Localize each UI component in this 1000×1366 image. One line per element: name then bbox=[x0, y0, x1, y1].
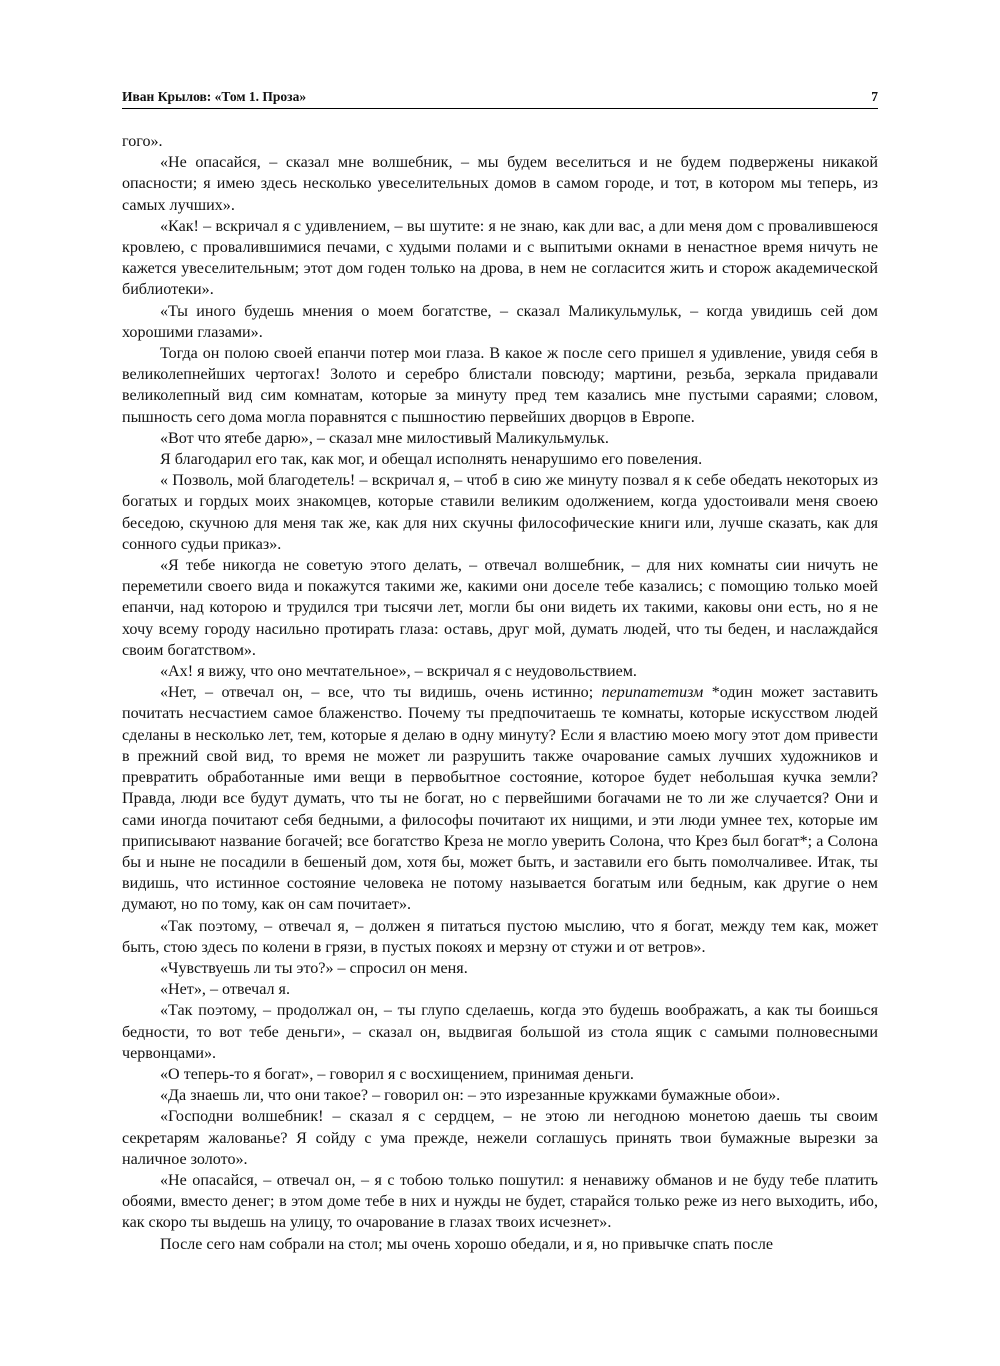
paragraph: «Я тебе никогда не советую этого делать, – отвечал волшебник, – для них комнаты сии ничуть не переметили своего вида и покажутся такими же, какими они доселе тебе казались; с помощию только моей епанчи, над которою и трудился три тысячи лет, могли бы они видеть их такими, каковы они есть, но я не хочу всему городу насильно протирать глаза: оставь, друг мой, думать людей, что ты беден, и наслаждайся своим богатством». bbox=[122, 557, 878, 659]
paragraph: Я благодарил его так, как мог, и обещал исполнять ненарушимо его повеления. bbox=[160, 451, 703, 469]
paragraph: «Господни волшебник! – сказал я с сердцем, – не этою ли негодною монетою даешь ты своим секретарям жалованье? Я сойду с ума прежде, нежели соглашусь принять твои бумажные вырезки за наличное золото». bbox=[122, 1108, 878, 1168]
paragraph: «Ах! я вижу, что оно мечтательное», – вскричал я с неудовольствием. bbox=[160, 663, 637, 681]
book-title: Иван Крылов: «Том 1. Проза» bbox=[122, 89, 307, 104]
paragraph: «Не опасайся, – отвечал он, – я с тобою только пошутил: я ненавижу обманов и не буду тебе платить обоями, вместо денег; в этом доме тебе в них и нужды не будет, старайся только реже из него выходить, ибо, как скоро ты выдешь на улицу, то очарование в глазах твоих исчезнет». bbox=[122, 1171, 878, 1232]
paragraph: «Чувствуешь ли ты это?» – спросил он меня. bbox=[160, 959, 468, 977]
body-text bbox=[122, 131, 878, 1255]
paragraph: «Так поэтому, – продолжал он, – ты глупо сделаешь, когда это будешь воображать, а как ты боишься бедности, то вот тебе деньги», – сказал он, выдвигая большой из стола ящик с самыми полновесными червонцами». bbox=[122, 1002, 878, 1062]
paragraph: После сего нам собрали на стол; мы очень хорошо обедали, и я, но привычке спать после bbox=[160, 1235, 774, 1253]
paragraph-text: «Нет, – отвечал он, – все, что ты видишь, очень истинно; bbox=[160, 684, 602, 702]
paragraph: «Так поэтому, – отвечал я, – должен я питаться пустою мыслию, что я богат, между тем как, может быть, стою здесь по колени в грязи, в пустых покоях и мерзну от стужи и от ветров». bbox=[122, 917, 878, 956]
paragraph: «Нет», – отвечал я. bbox=[160, 981, 290, 999]
paragraph: «Не опасайся, – сказал мне волшебник, – мы будем веселиться и не будем подвержены никакой опасности; я имею здесь несколько увеселительных домов в самом городе, и тот, в котором мы теперь, из самых лучших». bbox=[122, 154, 878, 214]
paragraph: «Ты иного будешь мнения о моем богатстве, – сказал Маликульмульк, – когда увидишь сей дом хорошими глазами». bbox=[122, 302, 878, 341]
paragraph-text: *один может заставить почитать несчастием самое блаженство. Почему ты предпочитаешь те комнаты, которые искусством людей сделаны в несколько лет, тем, которые я делаю в одну минуту? Если я властию моею могу этот дом привести в прежний свой вид, то время не может ли разрушить также очарование самых лучших художников и превратить обработанные ими вещи в первобытное состояние, которое будет небольшая кучка земли? Правда, люди все будут думать, что ты не богат, но с первейшими богачами не то ли же случается? Они и сами иногда почитают себя бедными, а философы почитают их нищими, и эти люди умнее тех, которые им приписывают название богачей; все богатство Креза не могло уверить Солона, что Крез был богат*; а Солона бы и ныне не посадили в бешеный дом, хотя бы, может быть, и заставили его быть помолчаливее. Итак, ты видишь, что истинное состояние человека не потому называется богатым или бедным, как другие о нем думают, но по тому, как он сам почитает». bbox=[122, 684, 878, 914]
paragraph bbox=[122, 682, 878, 915]
paragraph: «Вот что ятебе дарю», – сказал мне милостивый Маликульмульк. bbox=[160, 429, 609, 447]
paragraph: «Да знаешь ли, что они такое? – говорил он: – это изрезанные кружками бумажные обои». bbox=[160, 1087, 781, 1105]
paragraph: «О теперь-то я богат», – говорил я с восхищением, принимая деньги. bbox=[160, 1065, 634, 1083]
italic-term: перипатетизм bbox=[601, 684, 704, 702]
paragraph: гого». bbox=[122, 133, 163, 150]
running-header bbox=[122, 88, 878, 109]
paragraph: « Позволь, мой благодетель! – вскричал я, – чтоб в сию же минуту позвал я к себе обедать некоторых из богатых и гордых моих знакомцев, которые ставили великим одолжением, когда удостоивали меня своею беседою, скучною для меня так же, как для них скучны философические книги или, лучше сказать, как для сонного судьи приказ». bbox=[122, 472, 878, 553]
paragraph: «Как! – вскричал я с удивлением, – вы шутите: я не знаю, как дли вас, а дли меня дом с провалившеюся кровлею, с провалившимися печами, с худыми полами и с выпитыми окнами в ненастное время ничуть не кажется увеселительным; этот дом годен только на дрова, в нем не согласится жить и сторож академической библиотеки». bbox=[122, 217, 878, 299]
paragraph: Тогда он полою своей епанчи потер мои глаза. В какое ж после сего пришел я удивление, увидя себя в великолепнейших чертогах! Золото и серебро блистали повсюду; мартини, резьба, зеркала придавали великолепный вид сим комнатам, которые за минуту пред тем казались мне пустыми сараями; словом, пышность сего дома могла поравнятся с пышностию первейших дворцов в Европе. bbox=[122, 345, 878, 426]
page-number: 7 bbox=[871, 89, 878, 104]
